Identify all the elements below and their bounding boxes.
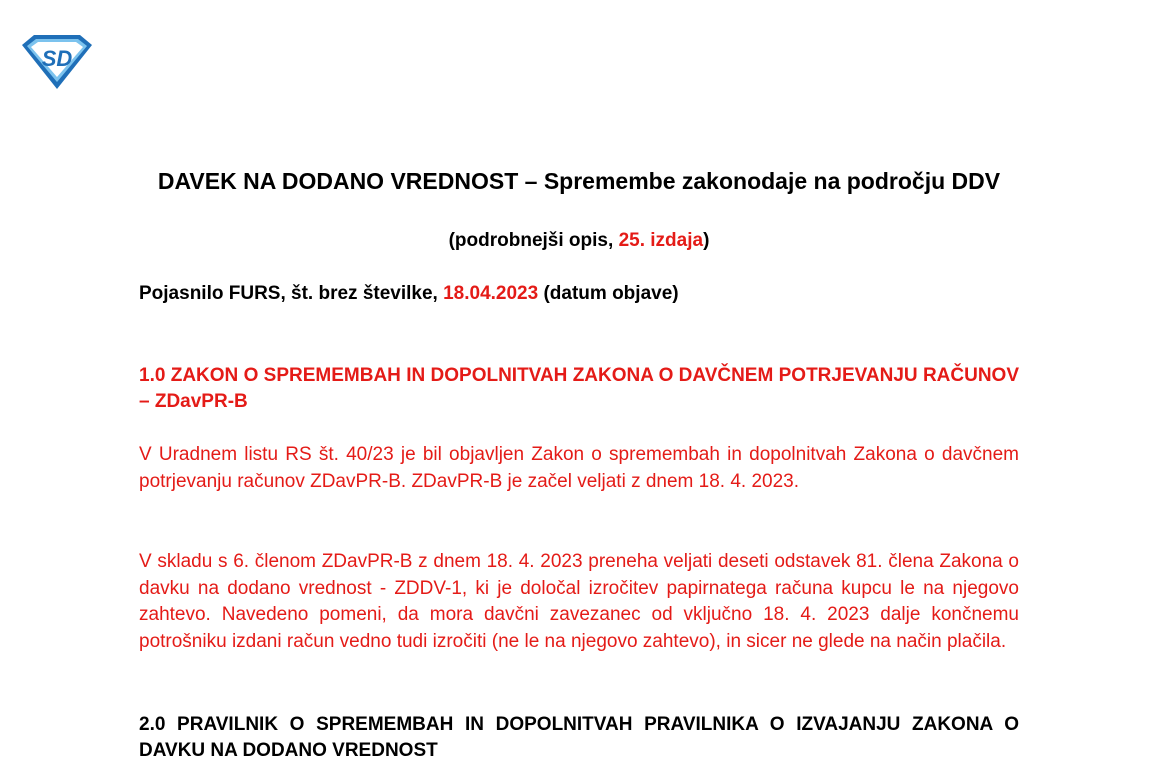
subtitle-prefix: (podrobnejši opis, [448,230,619,251]
reference-line [139,283,679,305]
reference-prefix: Pojasnilo FURS, št. brez številke, [139,283,444,304]
section-1-heading: 1.0 ZAKON O SPREMEMBAH IN DOPOLNITVAH ZAKONA O DAVČNEM POTRJEVANJU RAČUNOV – ZDavPR-B [139,365,1019,412]
document-subtitle [140,230,1018,252]
company-logo [20,33,94,91]
reference-date: 18.04.2023 [443,283,539,304]
edition-label: 25. izdaja [618,230,704,251]
document-title: DAVEK NA DODANO VREDNOST – Spremembe zakonodaje na področju DDV [157,168,1001,194]
section-1-paragraph-1: V Uradnem listu RS št. 40/23 je bil objavljen Zakon o spremembah in dopolnitvah Zakona o davčnem potrjevanju računov ZDavPR-B. ZDavPR-B je začel veljati z dnem 18. 4. 2023. [139,444,1019,492]
sd-logo-icon [20,33,94,91]
reference-suffix: (datum objave) [538,283,679,304]
section-2-heading: 2.0 PRAVILNIK O SPREMEMBAH IN DOPOLNITVAH PRAVILNIKA O IZVAJANJU ZAKONA O DAVKU NA DODANO VREDNOST [139,714,1019,761]
subtitle-suffix: ) [703,230,710,251]
section-1-paragraph-2: V skladu s 6. členom ZDavPR-B z dnem 18. 4. 2023 preneha veljati deseti odstavek 81. člena Zakona o davku na dodano vrednost - ZDDV-1, ki je določal izročitev papirnatega računa kupcu le na njegovo zahtevo. Navedeno pomeni, da mora davčni zavezanec od vključno 18. 4. 2023 dalje končnemu potrošniku izdani račun vedno tudi izročiti (ne le na njegovo zahtevo), in sicer ne glede na način plačila. [139,551,1019,652]
logo-letters: SD [41,46,73,71]
